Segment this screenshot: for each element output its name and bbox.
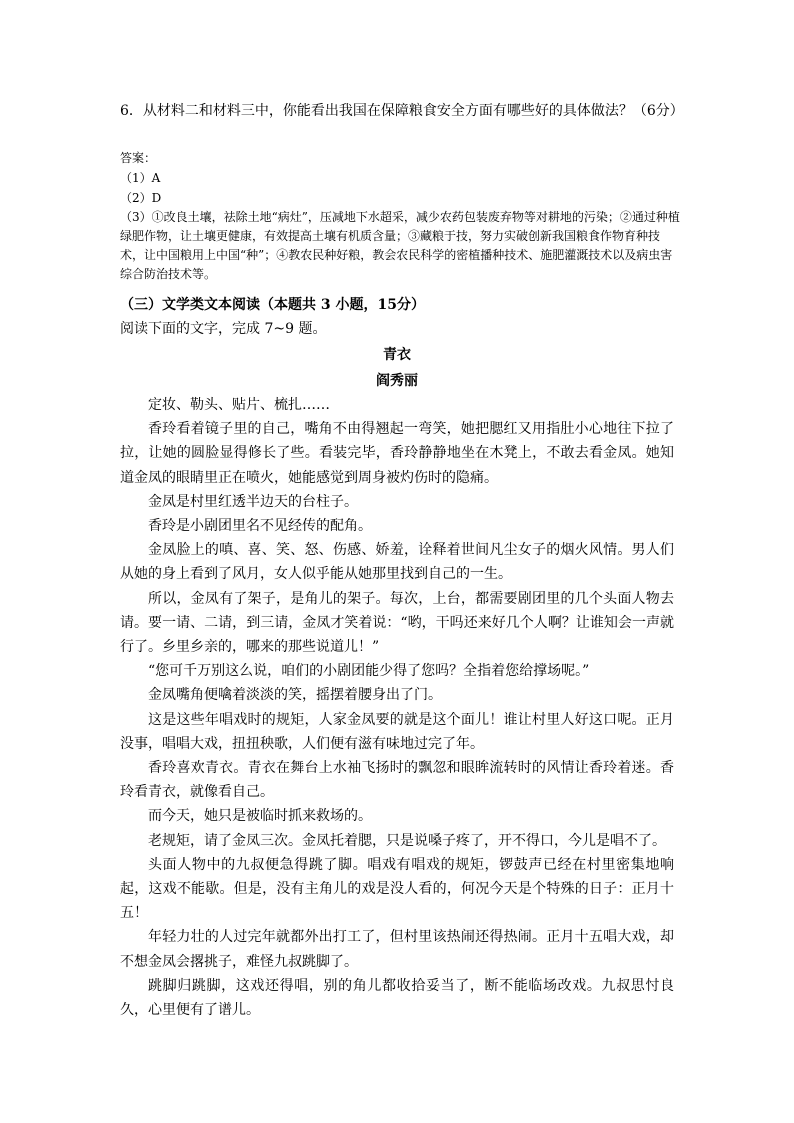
story-paragraph: 香玲是小剧团里名不见经传的配角。 — [148, 518, 372, 535]
story-author: 阎秀丽 — [376, 373, 418, 389]
story-paragraph: 金凤是村里红透半边天的台柱子。 — [148, 493, 358, 510]
story-paragraph: “您可千万别这么说，咱们的小剧团能少得了您吗？全指着您给撑场呢。” — [148, 663, 590, 680]
answer-block — [120, 148, 680, 284]
section-heading: （三）文学类文本阅读（本题共 3 小题，15分） — [120, 297, 425, 313]
story-paragraph: 这是这些年唱戏时的规矩，人家金凤要的就是这个面儿！谁让村里人好这口呢。正月没事，唱唱大戏，扭扭秧歌，人们便有滋有味地过完了年。 — [120, 711, 674, 752]
reading-instruction: 阅读下面的文字，完成 7~9 题。 — [120, 321, 327, 337]
story-paragraph: 香玲喜欢青衣。青衣在舞台上水袖飞扬时的飘忽和眼眸流转时的风情让香玲着迷。香玲看青衣，就像看自己。 — [120, 760, 674, 801]
question-6: 6．从材料二和材料三中，你能看出我国在保障粮食安全方面有哪些好的具体做法？（6分） — [120, 103, 684, 119]
story-paragraph: 跳脚归跳脚，这戏还得唱，别的角儿都收拾妥当了，断不能临场改戏。九叔思忖良久，心里便有了谱儿。 — [120, 977, 674, 1019]
answer-label: 答案： — [120, 151, 157, 165]
answer-3: （3）①改良土壤，祛除土地“病灶”，压减地下水超采，减少农药包装废弃物等对耕地的污染；②通过种植绿肥作物，让土壤更健康，有效提高土壤有机质含量；③藏粮于技，努力实破创新我国粮食作物育种技术，让中国粮用上中国“种”；④教农民种好粮，教会农民科学的密植播种技术、施肥灌溉技术以及病虫害综合防治技术等。 — [120, 210, 680, 281]
story-paragraph: 头面人物中的九叔便急得跳了脚。唱戏有唱戏的规矩，锣鼓声已经在村里密集地响起，这戏不能歇。但是，没有主角儿的戏是没人看的，何况今天是个特殊的日子：正月十五！ — [120, 856, 674, 922]
story-paragraph: 所以，金凤有了架子，是角儿的架子。每次，上台，都需要剧团里的几个头面人物去请。要一请、二请，到三请，金凤才笑着说：“哟，干吗还来好几个人啊？让谁知会一声就行了。乡里乡亲的，哪来的那些说道儿！” — [120, 590, 674, 656]
answer-2: （2）D — [120, 191, 162, 205]
story-paragraph: 定妆、勒头、贴片、梳扎…… — [148, 397, 330, 413]
story-paragraph: 老规矩，请了金凤三次。金凤托着腮，只是说嗓子疼了，开不得口，今儿是唱不了。 — [148, 832, 666, 849]
story-paragraph: 而今天，她只是被临时抓来救场的。 — [148, 808, 372, 825]
story-title: 青衣 — [383, 347, 411, 363]
answer-1: （1）A — [120, 171, 161, 185]
story-paragraph: 香玲看着镜子里的自己，嘴角不由得翘起一弯笑，她把腮红又用指肚小心地往下拉了拉，让她的圆脸显得修长了些。看装完毕，香玲静静地坐在木凳上，不敢去看金凤。她知道金凤的眼睛里正在喷火，她能感觉到周身被灼伤时的隐痛。 — [120, 421, 674, 486]
story-paragraph: 金凤脸上的嗔、喜、笑、怒、伤感、娇羞，诠释着世间凡尘女子的烟火风情。男人们从她的身上看到了风月，女人似乎能从她那里找到自己的一生。 — [120, 542, 674, 583]
story-paragraph: 年轻力壮的人过完年就都外出打工了，但村里该热闹还得热闹。正月十五唱大戏，却不想金凤会撂挑子，难怪九叔跳脚了。 — [120, 929, 674, 970]
story-paragraph: 金凤嘴角便噙着淡淡的笑，摇摆着腰身出了门。 — [148, 687, 442, 704]
story-body — [120, 393, 674, 1022]
